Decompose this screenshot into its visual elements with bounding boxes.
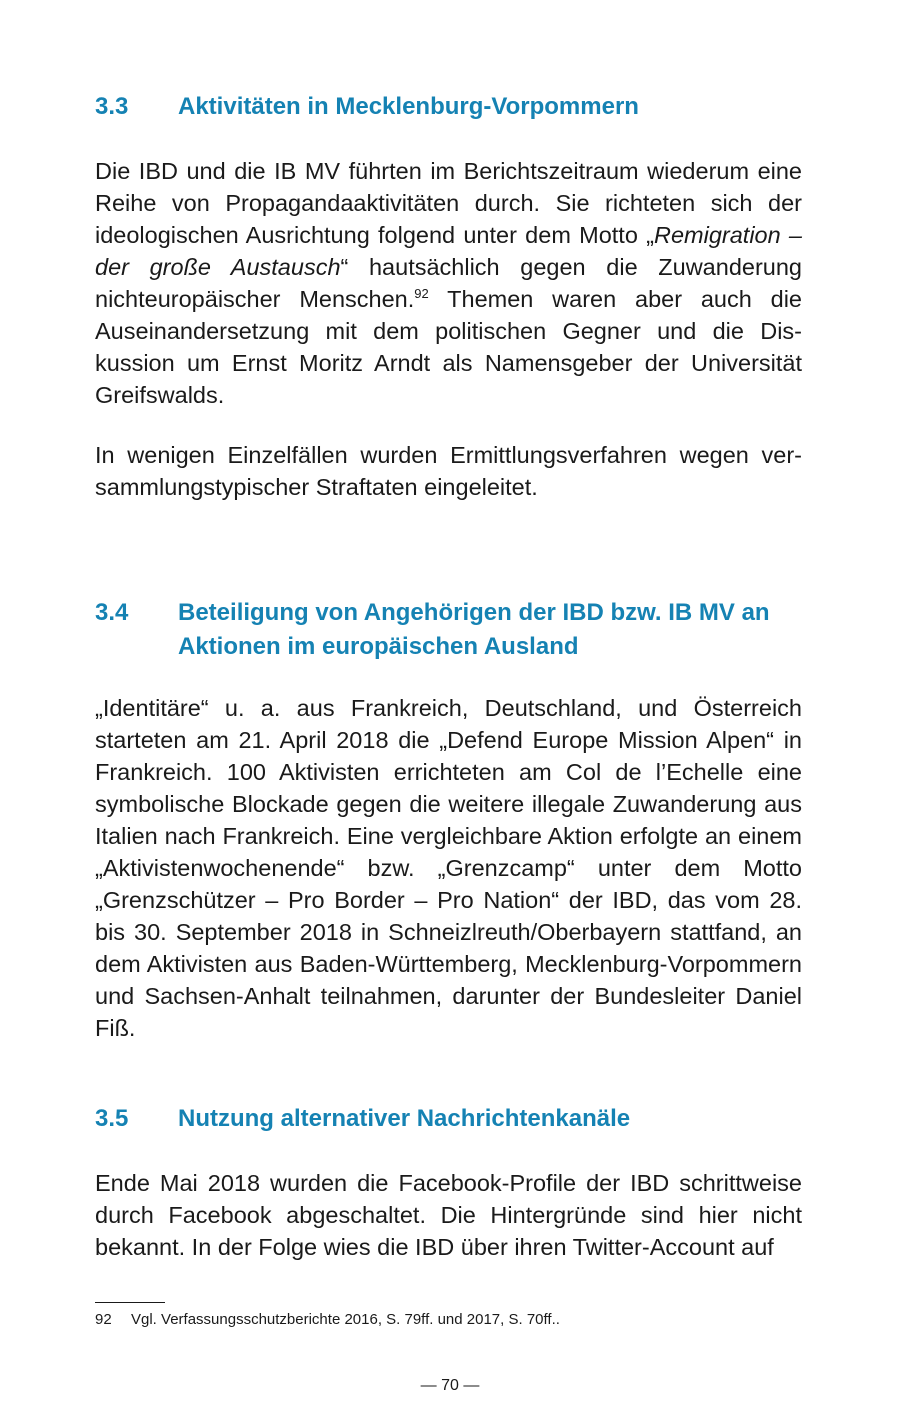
section-number: 3.3 (95, 93, 129, 120)
paragraph-european-actions: „Identitäre“ u. a. aus Frankreich, Deutschland, und Österreich starteten am 21. April 2018 die „Defend Europe Mission Alpen“ in Frankreich. 100 Aktivisten errichteten am Col de l’Echelle eine symbolische Blockade gegen die weitere illegale Zuwanderung aus Italien nach Frankreich. Eine vergleichbare Aktion erfolgte an einem „Aktivistenwochenende“ bzw. „Grenzcamp“ unter dem Motto „Grenzschützer – Pro Border – Pro Nation“ der IBD, das vom 28. bis 30. September 2018 in Schneizlreuth/Oberbayern stattfand, an dem Aktivisten aus Baden-Württemberg, Mecklenburg-Vorpommern und Sachsen-Anhalt teilnahmen, darunter der Bundesleiter Daniel Fiß. (95, 695, 802, 1041)
section-title: Aktivitäten in Mecklenburg-Vorpommern (178, 93, 639, 120)
footnote-reference: 92 (414, 286, 429, 301)
motto-text: Remigration – der große Austausch (95, 222, 802, 280)
footnote-text: Vgl. Verfassungsschutzberichte 2016, S. 79ff. und 2017, S. 70ff.. (131, 1311, 560, 1328)
footnote-divider (95, 1302, 165, 1303)
section-number: 3.5 (95, 1105, 129, 1132)
paragraph-activities: Die IBD und die IB MV führten im Berichtszeitraum wiederum eine Reihe von Propagandaaktivitäten durch. Sie richteten sich der ideologischen Ausrichtung folgend unter dem Motto „Remigration – der große Austausch“ hautsächlich gegen die Zuwanderung nichteuropäischer Menschen.$^{92}$ Themen waren aber auch die Auseinandersetzung mit dem politischen Gegner und die Diskussion um Ernst Moritz Arndt als Namensgeber der Universität Greifswalds. (95, 158, 802, 408)
section-title: Beteiligung von Angehörigen der IBD bzw. IB MV an Aktionen im europäischen Ausland (178, 599, 770, 660)
paragraph-investigations: In wenigen Einzelfällen wurden Ermittlungsverfahren wegen versammlungstypischer Straftaten eingeleitet. (95, 442, 802, 500)
section-number: 3.4 (95, 599, 129, 626)
footnote-number: 92 (95, 1311, 112, 1328)
footnote (95, 1311, 560, 1329)
page-number: — 70 — (420, 1377, 480, 1394)
section-title: Nutzung alternativer Nachrichtenkanäle (178, 1105, 631, 1132)
section-heading-3-4 (95, 596, 802, 664)
paragraph-alternative-channels: Ende Mai 2018 wurden die Facebook-Profile der IBD schrittweise durch Facebook abgeschaltet. Die Hintergründe sind hier nicht bekannt. In der Folge wies die IBD über ihren Twitter-Account auf (95, 1170, 802, 1260)
